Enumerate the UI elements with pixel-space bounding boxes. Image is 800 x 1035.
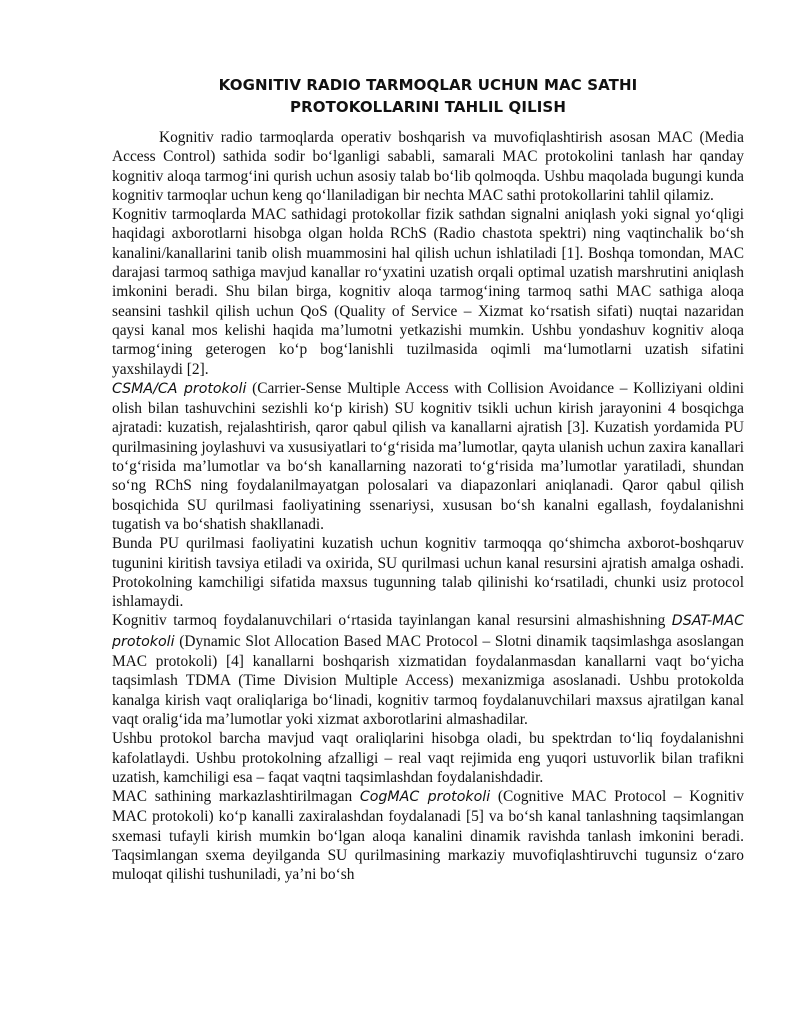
paragraph-intro: Kognitiv radio tarmoqlarda operativ boshqarish va muvofiqlashtirish asosan MAC (Media Access Control) sathida sodir bo‘lganligi sababli, samarali MAC protokolini tanlash har qanday kognitiv aloqa tarmog‘ini qurish uchun asosiy talab bo‘lib qolmoqda. Ushbu maqolada bugungi kunda kognitiv tarmoqlar uchun keng qo‘llaniladigan bir nechta MAC sathi protokollarini tahlil qilamiz. <box>112 129 744 204</box>
paragraph-cogmac-lead: MAC sathining markazlashtirilmagan <box>112 788 360 806</box>
paragraph-dsat-mac <box>112 611 744 729</box>
paragraph-dsat-mac-text: (Dynamic Slot Allocation Based MAC Protocol – Slotni dinamik taqsimlashga asoslangan MAC protokoli) [4] kanallarni boshqarish xizmatidan foydalanmasdan kanallarni vaqt bo‘yicha taqsimlash TDMA (Time Division Multiple Access) mexanizmiga asoslanadi. Ushbu protokolda kanalga kirish vaqt oraliqlariga bo‘linadi, kognitiv tarmoq foydalanuvchilari maxsus ajratilgan kanal vaqt oralig‘ida ma’lumotlar yoki xizmat axborotlarini almashadilar. <box>112 632 744 728</box>
paper-page <box>112 74 744 885</box>
title-line-1: KOGNITIV RADIO TARMOQLAR UCHUN MAC SATHI <box>218 76 638 94</box>
title-line-2: PROTOKOLLARINI TAHLIL QILISH <box>290 98 566 116</box>
paragraph-csma-ca-text: (Carrier-Sense Multiple Access with Collision Avoidance – Kolliziyani oldini olish bilan tashuvchini sezishli ko‘p kirish) SU kognitiv tsikli uchun kirish jarayonini 4 bosqichga ajratadi: kuzatish, rejalashtirish, qaror qabul qilish va kanallarni ajratish [3]. Kuzatish yordamida PU qurilmasining joylashuvi va xususiyatlari to‘g‘risida ma’lumotlar, qayta ulanish uchun zaxira kanallari to‘g‘risida ma’lumotlar va bo‘sh kanallarning nazorati to‘g‘risida ma’lumotlar yaratiladi, shundan so‘ng RChS ning foydalanilmayatgan polosalari va diapazonlari aniqlanadi. Qaror qabul qilish bosqichida SU qurilmasi faoliyatining ssenariysi, xususan bo‘sh kanalni egallash, foydalanishni tugatish va bo‘shatish shakllanadi. <box>112 379 744 533</box>
paragraph-csma-ca <box>112 379 744 534</box>
term-dsat-mac: DSAT-MAC protokoli <box>112 613 744 650</box>
paragraph-cogmac <box>112 787 744 884</box>
paragraph-cogmac-text: (Cognitive MAC Protocol – Kognitiv MAC protokoli) ko‘p kanalli zaxiralashdan foydalanadi [5] va bo‘sh kanal tanlashning taqsimlangan sxemasi tufayli kirish mumkin bo‘lgan aloqa kanalini dinamik ravishda tanlash imkonini beradi. Taqsimlangan sxema deyilganda SU qurilmasining markaziy muvofiqlashtiruvchi tugunsiz o‘zaro muloqat qilishi tushuniladi, ya’ni bo‘sh <box>112 788 744 884</box>
term-cogmac: CogMAC protokoli <box>359 789 491 806</box>
paragraph-mac-layer: Kognitiv tarmoqlarda MAC sathidagi protokollar fizik sathdan signalni aniqlash yoki signal yo‘qligi haqidagi axborotlarni hisobga olgan holda RChS (Radio chastota spektri) ning vaqtinchalik bo‘sh kanalini/kanallarini tanib olish muammosini hal qilish uchun ishlatiladi [1]. Boshqa tomondan, MAC darajasi tarmoq sathiga mavjud kanallar ro‘yxatini uzatish orqali optimal uzatish marshrutini aniqlash imkonini beradi. Shu bilan birga, kognitiv aloqa tarmog‘ining tarmoq sathi MAC sathiga aloqa seansini tashkil qilish uchun QoS (Quality of Service – Xizmat ko‘rsatish sifati) nuqtai nazaridan qaysi kanal mos kelishi haqida ma’lumotni yetkazishi mumkin. Ushbu yondashuv kognitiv aloqa tarmog‘ining geterogen ko‘p bog‘lanishli tuzilmasida oqimli ma‘lumotlarni uzatish sifatini yaxshilaydi [2]. <box>112 206 744 378</box>
paragraph-time-slots: Ushbu protokol barcha mavjud vaqt oraliqlarini hisobga oladi, bu spektrdan to‘liq foydalanishni kafolatlaydi. Ushbu protokolning afzalligi – real vaqt rejimida eng yuqori ustuvorlik bilan trafikni uzatish, kamchiligi esa – faqat vaqtni taqsimlashdan foydalanishdadir. <box>112 730 744 786</box>
paper-title <box>112 74 744 118</box>
paragraph-dsat-mac-lead: Kognitiv tarmoq foydalanuvchilari o‘rtasida tayinlangan kanal resursini almashishning <box>112 612 672 630</box>
term-csma-ca: CSMA/CA protokoli <box>112 380 247 397</box>
paragraph-pu-monitoring: Bunda PU qurilmasi faoliyatini kuzatish uchun kognitiv tarmoqqa qo‘shimcha axborot-boshqaruv tugunini kiritish tavsiya etiladi va oxirida, SU qurilmasi uchun kanal resursini ajratish amalga oshadi. Protokolning kamchiligi sifatida maxsus tugunning talab qilinishi ko‘rsatiladi, chunki usiz protocol ishlamaydi. <box>112 535 744 611</box>
